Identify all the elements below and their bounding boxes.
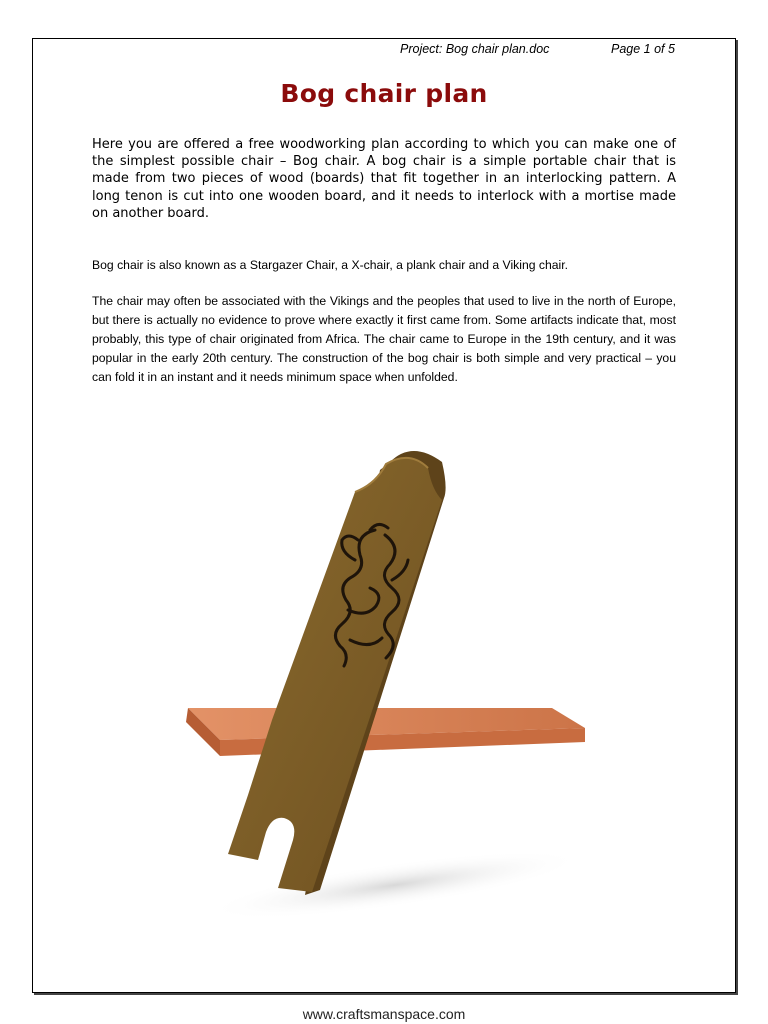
- also-known-paragraph: Bog chair is also known as a Stargazer Chair, a X-chair, a plank chair and a Viking chair.: [92, 258, 569, 272]
- bog-chair-illustration: [180, 440, 600, 920]
- document-header-project: Project: Bog chair plan.doc: [400, 42, 550, 56]
- floor-shadow: [204, 837, 586, 920]
- page-title: Bog chair plan: [280, 78, 488, 108]
- seat-board: [186, 708, 585, 756]
- footer-website: www.craftsmanspace.com: [302, 1006, 466, 1022]
- back-board: [228, 451, 446, 895]
- history-paragraph: The chair may often be associated with the Vikings and the peoples that used to live in the north of Europe, but there is actually no evidence to prove where exactly it first came from. Some artifacts indicate that, most probably, this type of chair originated from Africa. The chair came to Europe in the 19th century, and it was popular in the early 20th century. The construction of the bog chair is both simple and very practical – you can fold it in an instant and it needs minimum space when unfolded.: [92, 294, 676, 384]
- document-header-page-number: Page 1 of 5: [611, 42, 675, 56]
- intro-paragraph: Here you are offered a free woodworking plan according to which you can make one of the simplest possible chair – Bog chair. A bog chair is a simple portable chair that is made from two pieces of wood (boards) that fit together in an interlocking pattern. A long tenon is cut into one wooden board, and it needs to interlock with a mortise made on another board.: [92, 137, 676, 221]
